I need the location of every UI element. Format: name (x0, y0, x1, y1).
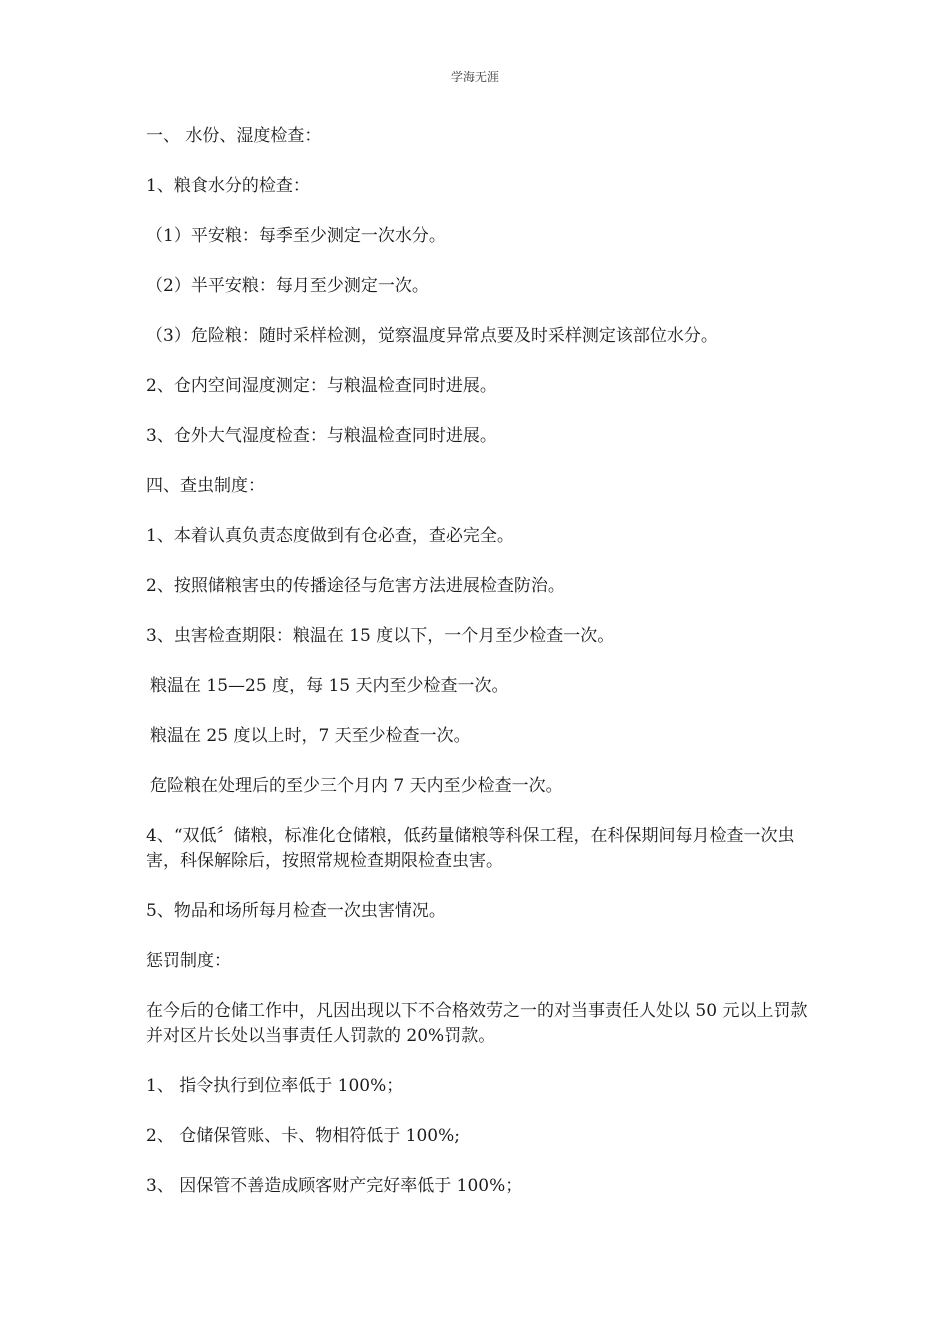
list-item: 2、 仓储保管账、卡、物相符低于 100%; (146, 1126, 460, 1146)
section-heading: 一、 水份、湿度检查： (146, 126, 322, 146)
paragraph: 3、虫害检查期限：粮温在 15 度以下，一个月至少检查一次。 (146, 626, 615, 646)
paragraph: （2）半平安粮：每月至少测定一次。 (146, 276, 429, 296)
paragraph: 在今后的仓储工作中，凡因出现以下不合格效劳之一的对当事责任人处以 50 元以上罚款并对区片长处以当事责任人罚款的 20%罚款。 (146, 1001, 808, 1046)
document-body (146, 124, 810, 1224)
paragraph: （3）危险粮：随时采样检测，觉察温度异常点要及时采样测定该部位水分。 (146, 326, 718, 346)
paragraph: （1）平安粮：每季至少测定一次水分。 (146, 226, 446, 246)
paragraph: 粮温在 15—25 度，每 15 天内至少检查一次。 (150, 676, 509, 696)
paragraph: 1、本着认真负责态度做到有仓必查，查必完全。 (146, 526, 514, 546)
section-heading: 四、查虫制度： (146, 476, 265, 496)
paragraph: 2、仓内空间湿度测定：与粮温检查同时进展。 (146, 376, 497, 396)
paragraph: 粮温在 25 度以上时，7 天至少检查一次。 (150, 726, 471, 746)
paragraph: 1、粮食水分的检查： (146, 176, 310, 196)
paragraph: 3、仓外大气湿度检查：与粮温检查同时进展。 (146, 426, 497, 446)
paragraph: 4、“双低〞储粮，标准化仓储粮，低药量储粮等科保工程，在科保期间每月检查一次虫害，科保解除后，按照常规检查期限检查虫害。 (146, 826, 795, 871)
paragraph: 2、按照储粮害虫的传播途径与危害方法进展检查防治。 (146, 576, 565, 596)
paragraph: 危险粮在处理后的至少三个月内 7 天内至少检查一次。 (150, 776, 563, 796)
page-header: 学海无涯 (450, 70, 499, 84)
list-item: 3、 因保管不善造成顾客财产完好率低于 100%； (146, 1176, 523, 1196)
list-item: 1、 指令执行到位率低于 100%； (146, 1076, 404, 1096)
section-heading: 惩罚制度： (146, 951, 231, 971)
paragraph: 5、物品和场所每月检查一次虫害情况。 (146, 901, 446, 921)
